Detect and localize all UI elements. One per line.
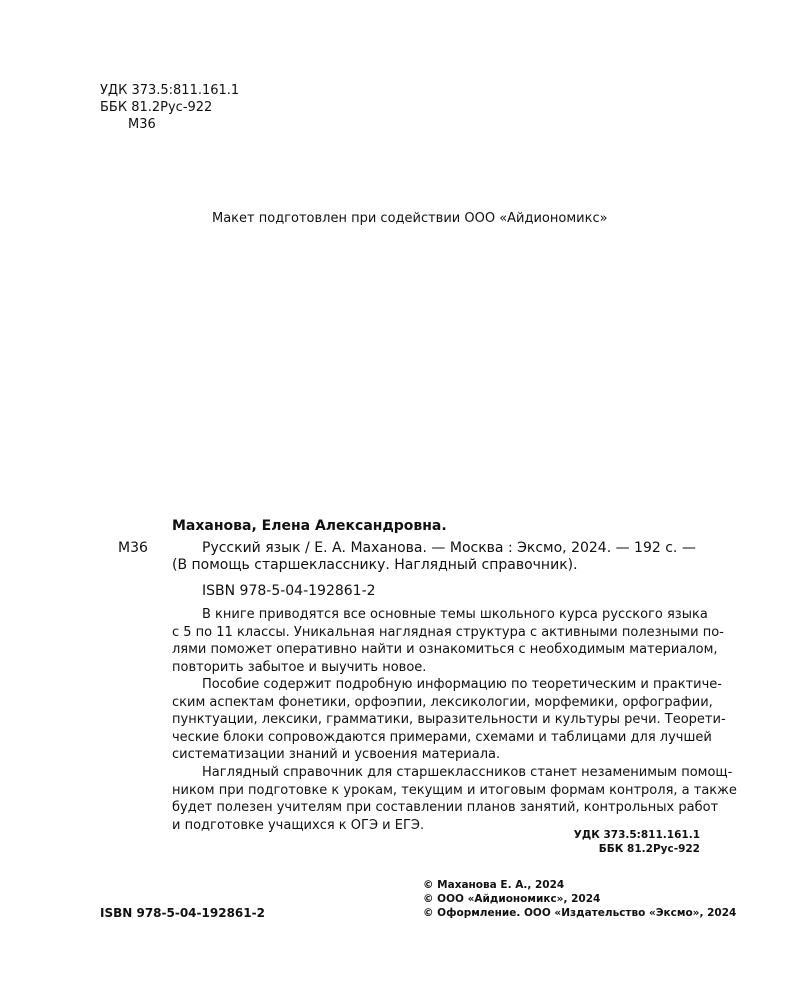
bbk-code: ББК 81.2Рус-922	[100, 100, 213, 115]
annotation-line: ческие блоки сопровождаются примерами, схемами и таблицами для лучшей	[172, 729, 712, 745]
annotation-line: будет полезен учителям при составлении планов занятий, контрольных работ	[172, 800, 719, 815]
copyright-author: © Маханова Е. А., 2024	[423, 879, 565, 891]
copyright-design: © Оформление. ООО «Издательство «Эксмо», 2024	[423, 907, 737, 919]
annotation-line: Наглядный справочник для старшеклассников станет незаменимым помощ-	[202, 765, 733, 780]
annotation-line: повторить забытое и выучить новое.	[172, 659, 427, 675]
copyright-aidionomiks: © ООО «Айдиономикс», 2024	[423, 893, 601, 905]
annotation-paragraph-1	[172, 606, 724, 676]
biblio-author: Маханова, Елена Александровна.	[172, 518, 447, 534]
annotation-line: и подготовке учащихся к ОГЭ и ЕГЭ.	[172, 817, 425, 833]
annotation-paragraph-2	[172, 676, 726, 764]
bbk-code-bottom: ББК 81.2Рус-922	[598, 843, 700, 855]
annotation-line: с 5 по 11 классы. Уникальная наглядная структура с активными полезными по-	[172, 624, 724, 640]
annotation-line: лями поможет оперативно найти и ознакомиться с необходимым материалом,	[172, 642, 718, 657]
biblio-series-line: (В помощь старшекласснику. Наглядный справочник).	[172, 557, 578, 573]
annotation-line: В книге приводятся все основные темы школьного курса русского языка	[202, 607, 708, 622]
annotation-line: ником при подготовке к урокам, текущим и итоговым формам контроля, а также	[172, 782, 737, 798]
udk-code-bottom: УДК 373.5:811.161.1	[573, 829, 700, 841]
annotation-paragraph-3	[172, 764, 737, 834]
prepared-note: Макет подготовлен при содействии ООО «Айдиономикс»	[212, 211, 608, 226]
annotation-line: Пособие содержит подробную информацию по теоретическим и практиче-	[202, 677, 722, 692]
biblio-author-mark: М36	[118, 540, 148, 556]
biblio-isbn: ISBN 978-5-04-192861-2	[202, 583, 376, 599]
annotation-line: систематизации знаний и усвоения материала.	[172, 747, 501, 762]
biblio-title-line: Русский язык / Е. А. Маханова. — Москва : Эксмо, 2024. — 192 с. —	[202, 540, 696, 556]
isbn-bottom: ISBN 978-5-04-192861-2	[100, 906, 265, 920]
udk-code: УДК 373.5:811.161.1	[100, 83, 240, 98]
annotation-line: пунктуации, лексики, грамматики, выразительности и культуры речи. Теорети-	[172, 712, 726, 727]
annotation-line: ским аспектам фонетики, орфоэпии, лексикологии, морфемики, орфографии,	[172, 694, 713, 710]
author-mark: М36	[128, 117, 156, 132]
